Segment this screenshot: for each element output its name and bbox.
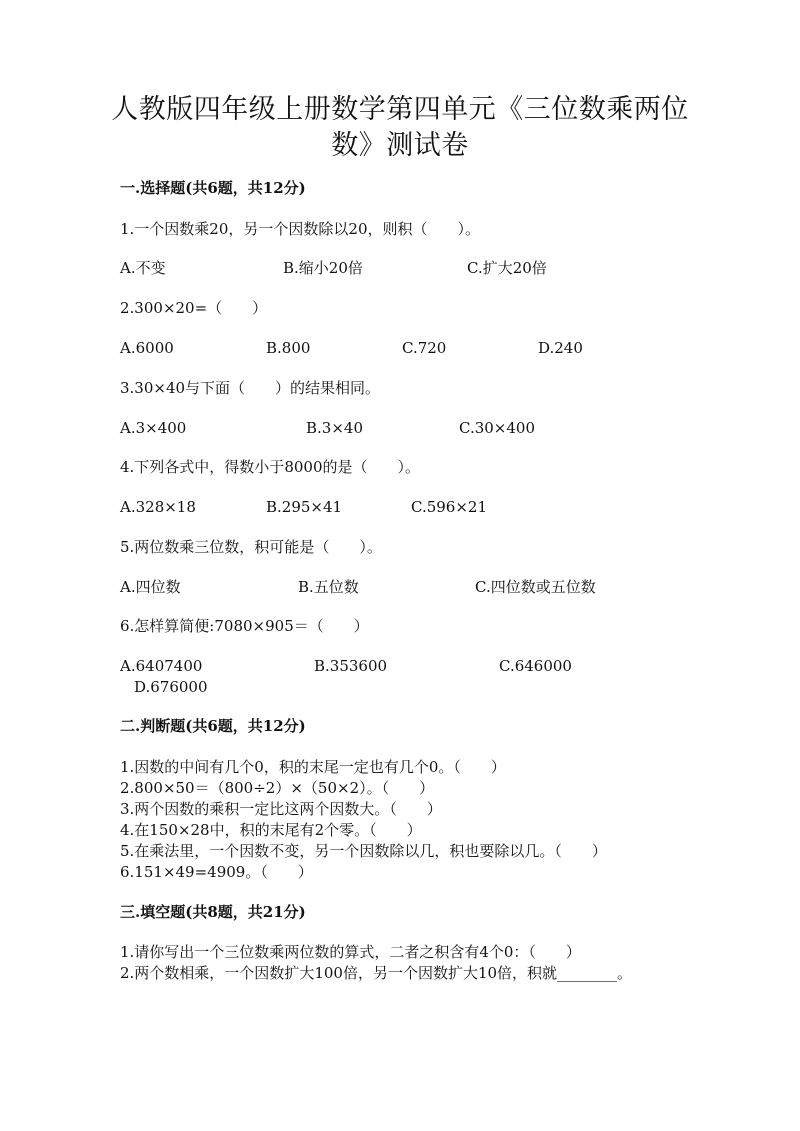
- choice-q3-option-a: A.3×400: [120, 419, 187, 437]
- page-title-line2: 数》测试卷: [331, 130, 469, 161]
- choice-q6-option-b: B.353600: [314, 657, 388, 675]
- page-title-line1: 人教版四年级上册数学第四单元《三位数乘两位: [111, 94, 689, 125]
- judge-item-5: 5.在乘法里，一个因数不变，另一个因数除以几，积也要除以几。（ ）: [120, 842, 607, 860]
- choice-question-4: 4.下列各式中，得数小于8000的是（ ）。: [120, 458, 420, 476]
- choice-q2-option-d: D.240: [538, 339, 583, 357]
- choice-question-1: 1.一个因数乘20，另一个因数除以20，则积（ ）。: [120, 220, 480, 238]
- choice-q5-option-c: C.四位数或五位数: [475, 578, 596, 596]
- choice-q1-option-c: C.扩大20倍: [467, 259, 547, 277]
- choice-q3-option-b: B.3×40: [306, 419, 363, 437]
- choice-q1-option-a: A.不变: [120, 259, 166, 277]
- judge-item-3: 3.两个因数的乘积一定比这两个因数大。（ ）: [120, 800, 442, 818]
- section-heading-fill: 三.填空题(共8题，共21分): [120, 903, 306, 921]
- choice-q4-option-c: C.596×21: [411, 498, 487, 516]
- fill-item-1: 1.请你写出一个三位数乘两位数的算式，二者之积含有4个0：（ ）: [120, 943, 581, 961]
- choice-question-2: 2.300×20=（ ）: [120, 299, 268, 317]
- judge-item-2: 2.800×50＝（800÷2）×（50×2）。（ ）: [120, 779, 435, 797]
- choice-q5-option-a: A.四位数: [120, 578, 181, 596]
- section-heading-choice: 一.选择题(共6题，共12分): [120, 179, 306, 197]
- choice-question-6: 6.怎样算简便:7080×905＝（ ）: [120, 617, 369, 635]
- judge-item-1: 1.因数的中间有几个0，积的末尾一定也有几个0。（ ）: [120, 758, 506, 776]
- choice-q6-option-c: C.646000: [499, 657, 572, 675]
- fill-item-2: 2.两个数相乘，一个因数扩大100倍，另一个因数扩大10倍，积就________。: [120, 964, 633, 982]
- choice-q2-option-b: B.800: [266, 339, 311, 357]
- choice-question-3: 3.30×40与下面（ ）的结果相同。: [120, 379, 381, 397]
- choice-q6-option-a: A.6407400: [120, 657, 203, 675]
- choice-q2-option-c: C.720: [402, 339, 447, 357]
- choice-q1-option-b: B.缩小20倍: [283, 259, 363, 277]
- choice-q3-option-c: C.30×400: [459, 419, 535, 437]
- choice-q6-option-d: D.676000: [134, 678, 208, 696]
- choice-question-5: 5.两位数乘三位数，积可能是（ ）。: [120, 538, 382, 556]
- judge-item-6: 6.151×49=4909。（ ）: [120, 863, 313, 881]
- section-heading-judge: 二.判断题(共6题，共12分): [120, 717, 306, 735]
- choice-q4-option-a: A.328×18: [120, 498, 196, 516]
- choice-q4-option-b: B.295×41: [266, 498, 343, 516]
- choice-q5-option-b: B.五位数: [298, 578, 359, 596]
- choice-q2-option-a: A.6000: [120, 339, 174, 357]
- judge-item-4: 4.在150×28中，积的末尾有2个零。（ ）: [120, 821, 422, 839]
